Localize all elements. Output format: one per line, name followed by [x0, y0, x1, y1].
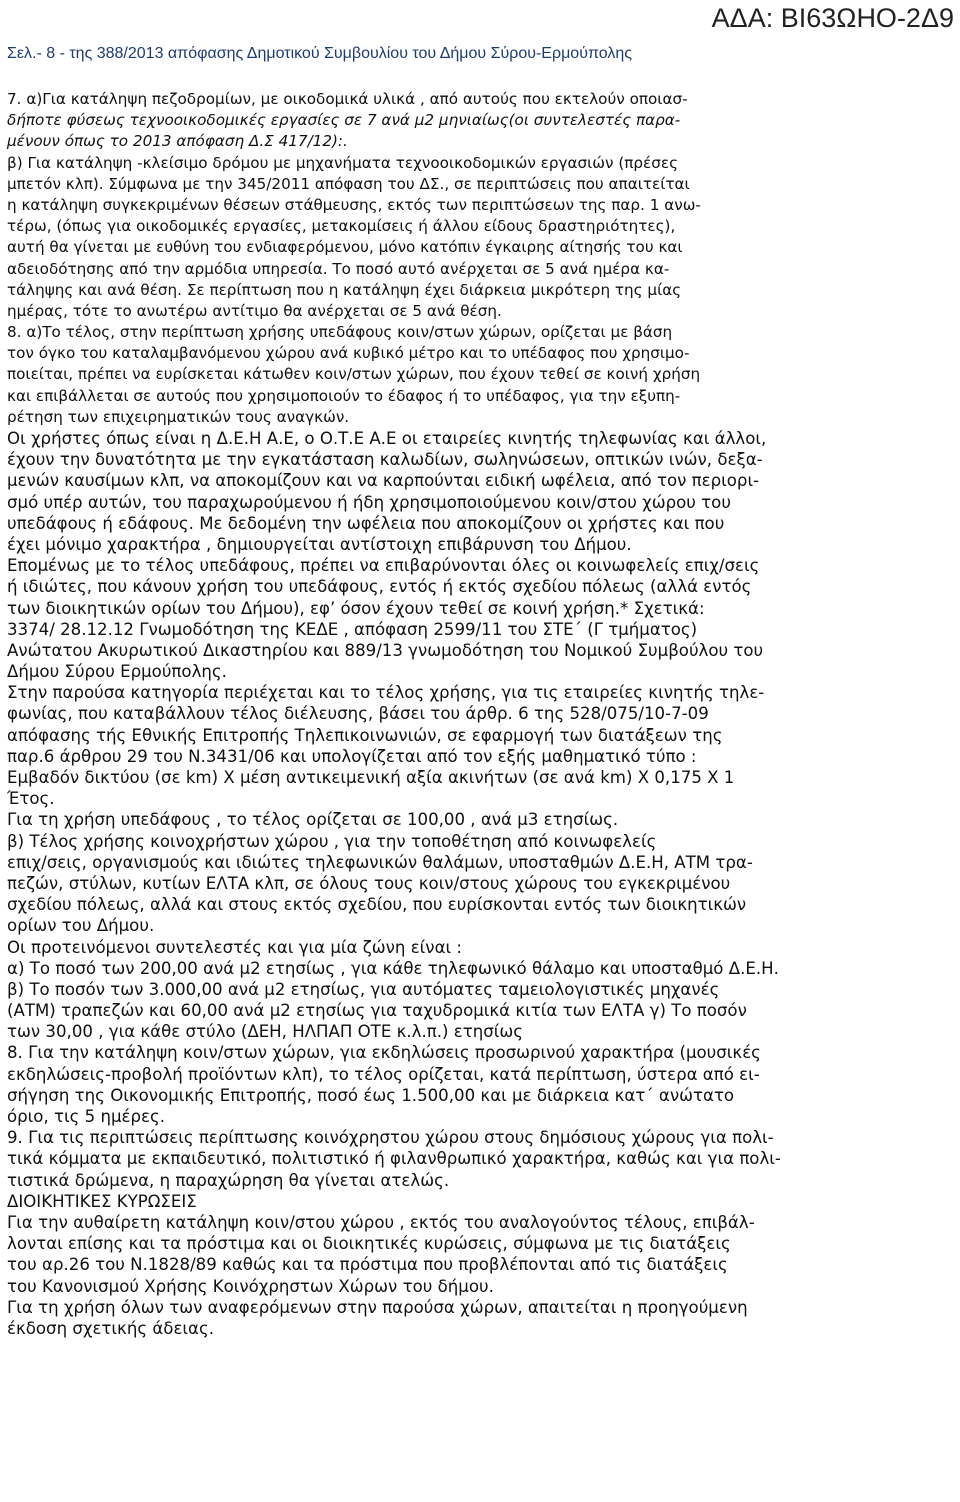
text-line: μενών καυσίμων κλπ, να αποκομίζουν και να καρπούνται ειδική ωφέλεια, από τον περιορι-	[7, 471, 760, 491]
text-line: β) Το ποσόν των 3.000,00 ανά μ2 ετησίως, για αυτόματες ταμειολογιστικές μηχανές	[7, 979, 720, 999]
text-line: Έτος.	[7, 789, 55, 809]
text-line: μπετόν κλπ). Σύμφωνα με την 345/2011 απόφαση του ΔΣ., σε περιπτώσεις που απαιτείται	[7, 174, 690, 193]
text-line: έκδοση σχετικής άδειας.	[7, 1318, 214, 1338]
ada-code: ΑΔΑ: ΒΙ63ΩΗΟ-2Δ9	[711, 3, 954, 33]
text-line: αυτή θα γίνεται με ευθύνη του ενδιαφερόμενου, μόνο κατόπιν έγκαιρης αίτησής του και	[7, 238, 683, 257]
text-line: δήποτε φύσεως τεχνοοικοδομικές εργασίες σε 7 ανά μ2 μηνιαίως(οι συντελεστές παρα-	[7, 111, 681, 130]
text-line	[7, 1360, 957, 1381]
text-line: σχεδίου πόλεως, αλλά και στους εκτός σχεδίου, που ευρίσκονται εντός των διοικητικών	[7, 895, 747, 915]
text-line	[7, 1339, 957, 1360]
text-line: παρ.6 άρθρου 29 του Ν.3431/06 και υπολογίζεται από τον εξής μαθηματικό τύπο :	[7, 746, 697, 766]
text-line: τάληψης και ανά θέση. Σε περίπτωση που η κατάληψη έχει διάρκεια μικρότερη της μίας	[7, 280, 682, 299]
text-line: Οι χρήστες όπως είναι η Δ.Ε.Η Α.Ε, ο Ο.Τ.Ε Α.Ε οι εταιρείες κινητής τηλεφωνίας και άλλοι,	[7, 429, 767, 448]
text-line: έχει μόνιμο χαρακτήρα , δημιουργείται αντίστοιχη επιβάρυνση του Δήμου.	[7, 534, 632, 554]
text-line: τον όγκο του καταλαμβανόμενου χώρου ανά κυβικό μέτρο και το υπέδαφος που χρησιμο-	[7, 344, 690, 363]
text-line: του αρ.26 του Ν.1828/89 καθώς και τα πρόστιμα που προβλέπονται από τις διατάξεις	[7, 1255, 728, 1275]
text-line: τικά κόμματα με εκπαιδευτικό, πολιτιστικό ή φιλανθρωπικό χαρακτήρα, καθώς και για πολι-	[7, 1149, 781, 1169]
text-line: 9. Για τις περιπτώσεις περίπτωσης κοινόχρηστου χώρου στους δημόσιους χώρους για πολι-	[7, 1128, 774, 1148]
text-line: ποιείται, πρέπει να ευρίσκεται κάτωθεν κοιν/στων χώρων, που έχουν τεθεί σε κοινή χρήση	[7, 365, 701, 384]
text-line: των 30,00 , για κάθε στύλο (ΔΕΗ, ΗΛΠΑΠ ΟΤΕ κ.λ.π.) ετησίως	[7, 1022, 523, 1042]
text-line: και επιβάλλεται σε αυτούς που χρησιμοποιούν το έδαφος ή το υπέδαφος, για την εξυπη-	[7, 386, 681, 405]
text-line: εκδηλώσεις-προβολή προϊόντων κλπ), το τέλος ορίζεται, κατά περίπτωση, ύστερα από ει-	[7, 1064, 760, 1084]
text-line: Για τη χρήση υπεδάφους , το τέλος ορίζεται σε 100,00 , ανά μ3 ετησίως.	[7, 810, 619, 830]
text-line: υπεδάφους ή εδάφους. Με δεδομένη την ωφέλεια που αποκομίζουν οι χρήστες και που	[7, 513, 725, 533]
text-line: Ανώτατου Ακυρωτικού Δικαστηρίου και 889/13 γνωμοδότηση του Νομικού Συμβούλου του	[7, 640, 764, 660]
text-line: όριο, τις 5 ημέρες.	[7, 1107, 166, 1126]
text-line: Για τη χρήση όλων των αναφερόμενων στην παρούσα χώρων, απαιτείται η προηγούμενη	[7, 1297, 748, 1317]
text-line: τιστικά δρώμενα, η παραχώρηση θα γίνεται ατελώς.	[7, 1170, 450, 1190]
text-line: επιχ/σεις, οργανισμούς και ιδιώτες τηλεφωνικών θαλάμων, υποσταθμών Δ.Ε.Η, ΑΤΜ τρα-	[7, 852, 753, 872]
text-line: των διοικητικών ορίων του Δήμου), εφ’ όσον έχουν τεθεί σε κοινή χρήση.* Σχετικά:	[7, 598, 705, 618]
text-line: μένουν όπως το 2013 απόφαση Δ.Σ 417/12):.	[7, 132, 348, 151]
document-body	[7, 89, 957, 1381]
text-line: Επομένως με το τέλος υπεδάφους, πρέπει να επιβαρύνονται όλες οι κοινωφελείς επιχ/σεις	[7, 556, 760, 576]
text-line: β) Τέλος χρήσης κοινοχρήστων χώρου , για την τοποθέτηση από κοινωφελείς	[7, 831, 657, 851]
text-line: πεζών, στύλων, κυτίων ΕΛΤΑ κλπ, σε όλους τους κοιν/στους χώρους του εγκεκριμένου	[7, 873, 731, 893]
text-line: ΔΙΟΙΚΗΤΙΚΕΣ ΚΥΡΩΣΕΙΣ	[7, 1191, 197, 1211]
text-line: α) Το ποσό των 200,00 ανά μ2 ετησίως , για κάθε τηλεφωνικό θάλαμο και υποσταθμό Δ.Ε.Η.	[7, 958, 779, 978]
text-line: έχουν την δυνατότητα με την εγκατάσταση καλωδίων, σωληνώσεων, οπτικών ινών, δεξα-	[7, 450, 763, 470]
text-line: β) Για κατάληψη -κλείσιμο δρόμου με μηχανήματα τεχνοοικοδομικών εργασιών (πρέσες	[7, 153, 678, 172]
text-line: 7. α)Για κατάληψη πεζοδρομίων, με οικοδομικά υλικά , από αυτούς που εκτελούν οποιασ-	[7, 90, 688, 108]
text-line: ή ιδιώτες, που κάνουν χρήση του υπεδάφους, εντός ή εκτός σχεδίου πόλεως (αλλά εντός	[7, 577, 752, 597]
text-line: η κατάληψη συγκεκριμένων θέσεων στάθμευσης, εκτός των περιπτώσεων της παρ. 1 ανω-	[7, 195, 701, 214]
text-line: αδειοδότησης από την αρμόδια υπηρεσία. Το ποσό αυτό ανέρχεται σε 5 ανά ημέρα κα-	[7, 259, 670, 278]
text-line: σμό υπέρ αυτών, του παραχωρούμενου ή ήδη χρησιμοποιούμενου κοιν/στου χώρου του	[7, 492, 731, 512]
text-line: σήγηση της Οικονομικής Επιτροπής, ποσό έως 1.500,00 και με διάρκεια κατ΄ ανώτατο	[7, 1085, 735, 1105]
text-line: Για την αυθαίρετη κατάληψη κοιν/στου χώρου , εκτός του αναλογούντος τέλους, επιβάλ-	[7, 1212, 755, 1232]
text-line: Δήμου Σύρου Ερμούπολης.	[7, 662, 227, 682]
text-line: φωνίας, που καταβάλλουν τέλος διέλευσης, βάσει του άρθρ. 6 της 528/075/10-7-09	[7, 704, 709, 724]
text-line: ημέρας, τότε το ανωτέρω αντίτιμο θα ανέρχεται σε 5 ανά θέση.	[7, 301, 502, 320]
text-line: Στην παρούσα κατηγορία περιέχεται και το τέλος χρήσης, για τις εταιρείες κινητής τηλε-	[7, 683, 765, 703]
text-line: Οι προτεινόμενοι συντελεστές και για μία ζώνη είναι :	[7, 937, 462, 957]
text-line: ρέτηση των επιχειρηματικών τους αναγκών.	[7, 407, 350, 426]
text-line: του Κανονισμού Χρήσης Κοινόχρηστων Χώρων του δήμου.	[7, 1276, 494, 1296]
text-line: 8. α)Το τέλος, στην περίπτωση χρήσης υπεδάφους κοιν/στων χώρων, ορίζεται με βάση	[7, 323, 673, 342]
text-line: τέρω, (όπως για οικοδομικές εργασίες, μετακομίσεις ή άλλου είδους δραστηριότητες),	[7, 217, 676, 236]
text-line: Εμβαδόν δικτύου (σε km) Χ μέση αντικειμενική αξία ακινήτων (σε ανά km) Χ 0,175 Χ 1	[7, 768, 735, 787]
text-line: λονται επίσης και τα πρόστιμα και οι διοικητικές κυρώσεις, σύμφωνα με τις διατάξεις	[7, 1234, 731, 1254]
text-line: (ΑΤΜ) τραπεζών και 60,00 ανά μ2 ετησίως για ταχυδρομικά κιτία των ΕΛΤΑ γ) Το ποσόν	[7, 1001, 747, 1021]
page-header-decision: Σελ.- 8 - της 388/2013 απόφασης Δημοτικού Συμβουλίου του Δήμου Σύρου-Ερμούπολης	[7, 45, 632, 62]
text-line: ορίων του Δήμου.	[7, 916, 155, 936]
text-line: 3374/ 28.12.12 Γνωμοδότηση της ΚΕΔΕ , απόφαση 2599/11 του ΣΤΕ΄ (Γ τμήματος)	[7, 619, 698, 639]
text-line: 8. Για την κατάληψη κοιν/στων χώρων, για εκδηλώσεις προσωρινού χαρακτήρα (μουσικές	[7, 1043, 761, 1063]
text-line: απόφασης τής Εθνικής Επιτροπής Τηλεπικοινωνιών, σε εφαρμογή των διατάξεων της	[7, 725, 723, 745]
